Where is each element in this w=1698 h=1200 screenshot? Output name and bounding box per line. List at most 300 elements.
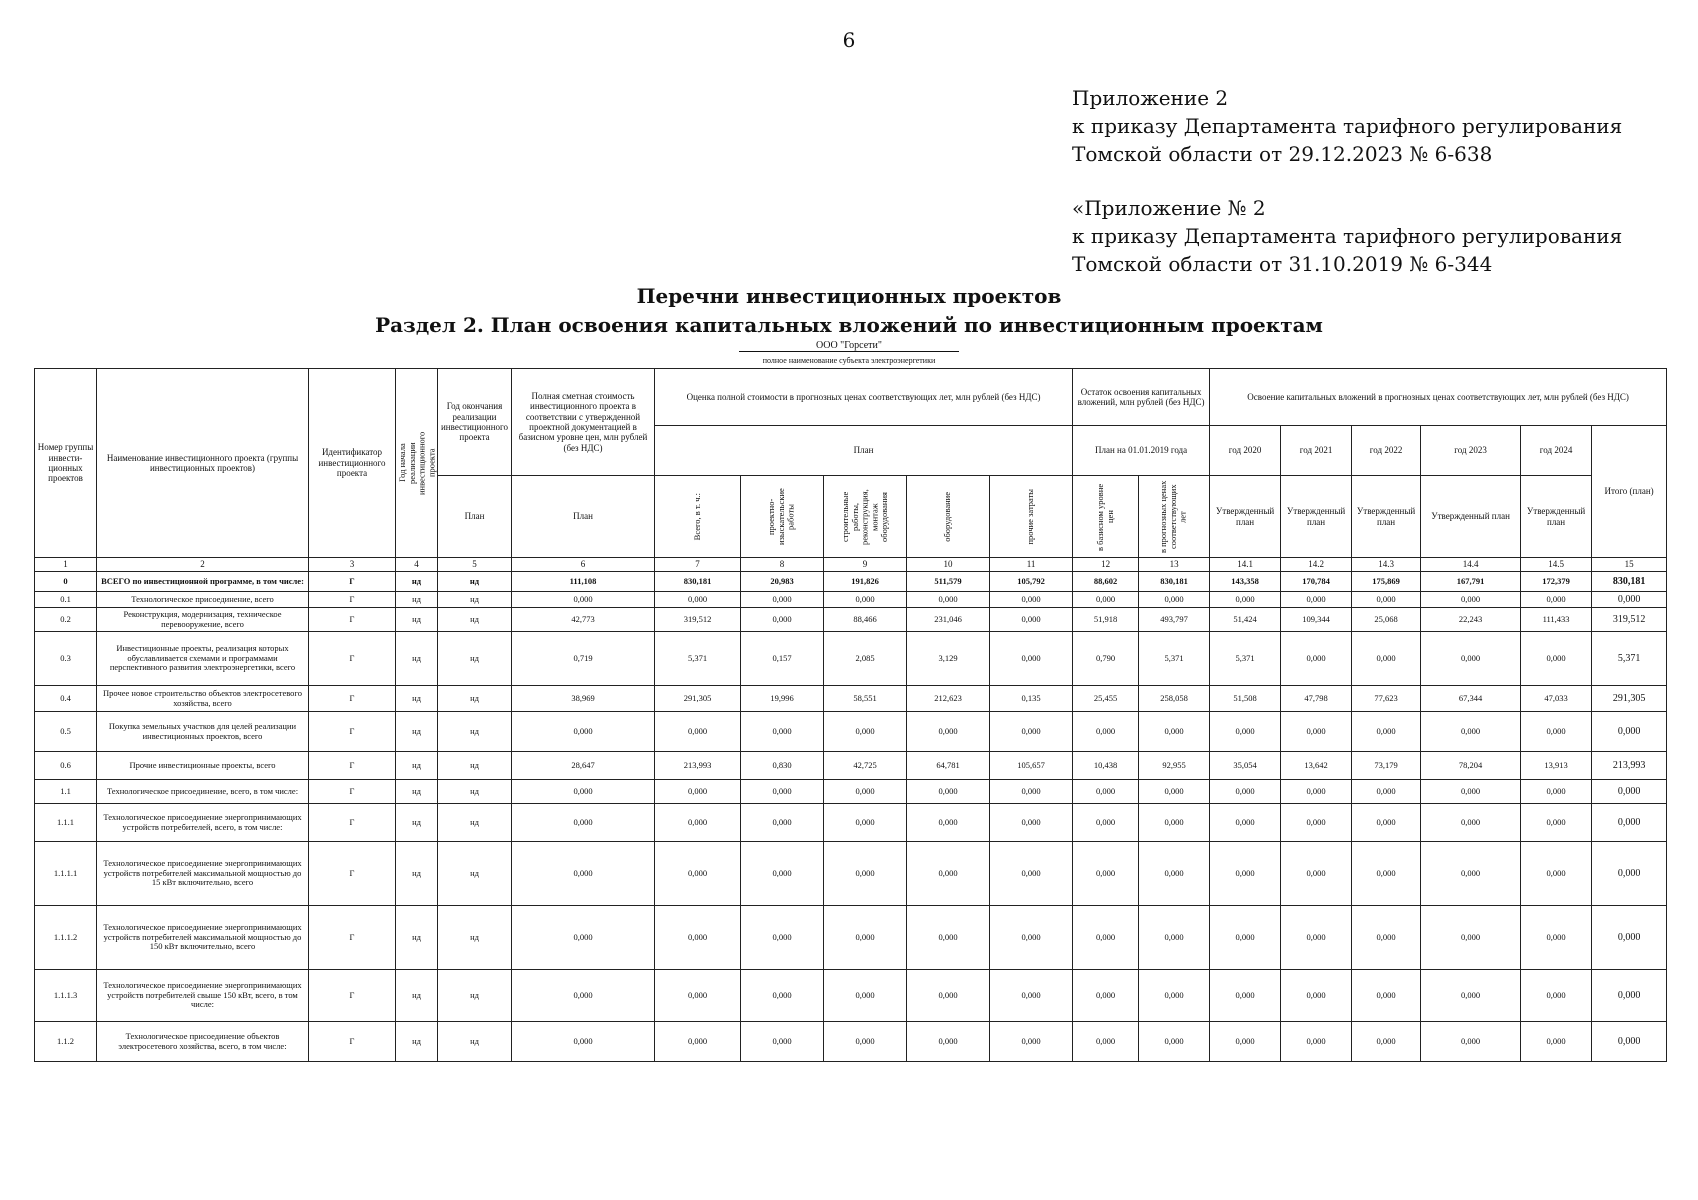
header-identifier: Идентификатор инвестиционного проекта — [309, 369, 396, 558]
row-construction: 88,466 — [824, 608, 907, 632]
row-name: Технологическое присоединение энергопринимающих устройств потребителей свыше 150 кВт, всего, в том числе: — [97, 970, 309, 1022]
header-project-name: Наименование инвестиционного проекта (группы инвестиционных проектов) — [97, 369, 309, 558]
row-survey: 20,983 — [741, 572, 824, 592]
header-year-2021: год 2021 — [1281, 426, 1352, 476]
annex-line: к приказу Департамента тарифного регулирования — [1072, 224, 1623, 248]
row-other-costs: 0,000 — [990, 906, 1073, 970]
row-year-2021: 0,000 — [1281, 1022, 1352, 1062]
header-year-2024: год 2024 — [1521, 426, 1592, 476]
row-remaining-base: 0,790 — [1073, 632, 1139, 686]
table-row — [35, 970, 1667, 1022]
row-survey: 0,830 — [741, 752, 824, 780]
section-title: Раздел 2. План освоения капитальных вложений по инвестиционным проектам — [375, 313, 1323, 337]
row-survey: 0,000 — [741, 712, 824, 752]
header-end-year-plan: План — [438, 476, 512, 558]
row-total: 0,000 — [1592, 842, 1667, 906]
row-equipment: 0,000 — [907, 1022, 990, 1062]
row-remaining-forecast: 0,000 — [1139, 780, 1210, 804]
row-survey: 0,000 — [741, 592, 824, 608]
row-year-2023: 167,791 — [1421, 572, 1521, 592]
row-remaining-forecast: 0,000 — [1139, 906, 1210, 970]
row-year-2022: 0,000 — [1352, 712, 1421, 752]
row-year-2024: 47,033 — [1521, 686, 1592, 712]
row-name: Инвестиционные проекты, реализация которых обуславливается схемами и программами перспективного развития электроэнергетики, всего — [97, 632, 309, 686]
header-plan-date: План на 01.01.2019 года — [1073, 426, 1210, 476]
row-number: 1.1.1.3 — [35, 970, 97, 1022]
row-end-year: нд — [438, 592, 512, 608]
row-end-year: нд — [438, 804, 512, 842]
table-row — [35, 906, 1667, 970]
column-number: 1 — [35, 558, 97, 572]
header-approved-2022: Утвержденный план — [1352, 476, 1421, 558]
row-year-2023: 0,000 — [1421, 970, 1521, 1022]
row-end-year: нд — [438, 1022, 512, 1062]
row-year-2022: 0,000 — [1352, 804, 1421, 842]
row-year-2023: 0,000 — [1421, 592, 1521, 608]
header-year-2020: год 2020 — [1210, 426, 1281, 476]
row-year-2020: 0,000 — [1210, 970, 1281, 1022]
row-year-2022: 0,000 — [1352, 1022, 1421, 1062]
row-identifier: Г — [309, 970, 396, 1022]
row-other-costs: 0,000 — [990, 970, 1073, 1022]
row-name: Покупка земельных участков для целей реализации инвестиционных проектов, всего — [97, 712, 309, 752]
header-total-plan: Итого (план) — [1592, 426, 1667, 558]
row-other-costs: 0,000 — [990, 842, 1073, 906]
table-row — [35, 780, 1667, 804]
header-approved-2021: Утвержденный план — [1281, 476, 1352, 558]
row-end-year: нд — [438, 752, 512, 780]
annex-block-original — [1072, 194, 1622, 278]
annex-line: Томской области от 31.10.2019 № 6-344 — [1072, 252, 1493, 276]
row-number: 1.1.1.2 — [35, 906, 97, 970]
header-total-incl — [655, 476, 741, 558]
row-other-costs: 0,135 — [990, 686, 1073, 712]
row-number: 1.1 — [35, 780, 97, 804]
header-end-year: Год окончания реализации инвестиционного проекта — [438, 369, 512, 476]
row-total: 213,993 — [1592, 752, 1667, 780]
header-cost-plan: План — [512, 476, 655, 558]
column-number: 14.4 — [1421, 558, 1521, 572]
column-number: 14.1 — [1210, 558, 1281, 572]
row-full-cost: 38,969 — [512, 686, 655, 712]
row-remaining-base: 0,000 — [1073, 906, 1139, 970]
row-other-costs: 105,657 — [990, 752, 1073, 780]
row-survey: 0,000 — [741, 1022, 824, 1062]
row-estimate-total: 0,000 — [655, 804, 741, 842]
row-survey: 0,000 — [741, 608, 824, 632]
row-construction: 0,000 — [824, 842, 907, 906]
row-equipment: 64,781 — [907, 752, 990, 780]
row-year-2023: 0,000 — [1421, 780, 1521, 804]
row-remaining-base: 0,000 — [1073, 712, 1139, 752]
row-other-costs: 0,000 — [990, 608, 1073, 632]
table-row — [35, 608, 1667, 632]
row-estimate-total: 291,305 — [655, 686, 741, 712]
header-equipment-text: оборудование — [942, 491, 953, 542]
row-identifier: Г — [309, 780, 396, 804]
row-end-year: нд — [438, 572, 512, 592]
row-start-year: нд — [396, 804, 438, 842]
row-remaining-forecast: 258,058 — [1139, 686, 1210, 712]
row-number: 1.1.1.1 — [35, 842, 97, 906]
column-number: 14.3 — [1352, 558, 1421, 572]
row-total: 0,000 — [1592, 804, 1667, 842]
row-start-year: нд — [396, 842, 438, 906]
row-end-year: нд — [438, 842, 512, 906]
row-equipment: 0,000 — [907, 780, 990, 804]
row-total: 5,371 — [1592, 632, 1667, 686]
page-number: 6 — [842, 28, 856, 52]
header-start-year-text: Год начала реализации инвестиционного проекта — [397, 431, 437, 495]
row-estimate-total: 0,000 — [655, 712, 741, 752]
row-year-2022: 0,000 — [1352, 780, 1421, 804]
row-identifier: Г — [309, 686, 396, 712]
row-remaining-base: 0,000 — [1073, 804, 1139, 842]
row-construction: 191,826 — [824, 572, 907, 592]
row-equipment: 0,000 — [907, 804, 990, 842]
header-full-cost: Полная сметная стоимость инвестиционного проекта в соответствии с утвержденной проектной документацией в базисном уровне цен, млн рублей (без НДС) — [512, 369, 655, 476]
table-row — [35, 632, 1667, 686]
row-start-year: нд — [396, 608, 438, 632]
row-start-year: нд — [396, 906, 438, 970]
column-number: 6 — [512, 558, 655, 572]
header-remaining: Остаток освоения капитальных вложений, млн рублей (без НДС) — [1073, 369, 1210, 426]
column-number: 14.5 — [1521, 558, 1592, 572]
row-year-2021: 0,000 — [1281, 780, 1352, 804]
annex-block-current — [1072, 84, 1622, 168]
row-equipment: 3,129 — [907, 632, 990, 686]
row-equipment: 231,046 — [907, 608, 990, 632]
table-row — [35, 686, 1667, 712]
row-identifier: Г — [309, 804, 396, 842]
column-number: 9 — [824, 558, 907, 572]
row-year-2022: 0,000 — [1352, 842, 1421, 906]
row-survey: 0,000 — [741, 780, 824, 804]
row-full-cost: 0,000 — [512, 906, 655, 970]
row-year-2023: 0,000 — [1421, 632, 1521, 686]
table-body — [35, 572, 1667, 1062]
row-remaining-base: 0,000 — [1073, 592, 1139, 608]
column-number: 3 — [309, 558, 396, 572]
row-start-year: нд — [396, 1022, 438, 1062]
row-remaining-base: 51,918 — [1073, 608, 1139, 632]
row-number: 0.4 — [35, 686, 97, 712]
column-number: 7 — [655, 558, 741, 572]
row-name: Технологическое присоединение энергопринимающих устройств потребителей, всего, в том числе: — [97, 804, 309, 842]
row-full-cost: 0,000 — [512, 970, 655, 1022]
row-remaining-forecast: 493,797 — [1139, 608, 1210, 632]
row-number: 0.5 — [35, 712, 97, 752]
row-full-cost: 0,000 — [512, 712, 655, 752]
row-end-year: нд — [438, 632, 512, 686]
row-year-2021: 13,642 — [1281, 752, 1352, 780]
row-survey: 0,157 — [741, 632, 824, 686]
table-row — [35, 572, 1667, 592]
row-estimate-total: 0,000 — [655, 842, 741, 906]
row-year-2024: 0,000 — [1521, 842, 1592, 906]
row-end-year: нд — [438, 686, 512, 712]
row-name: Прочее новое строительство объектов электросетевого хозяйства, всего — [97, 686, 309, 712]
row-name: Технологическое присоединение, всего — [97, 592, 309, 608]
row-year-2024: 172,379 — [1521, 572, 1592, 592]
row-end-year: нд — [438, 906, 512, 970]
row-year-2023: 0,000 — [1421, 906, 1521, 970]
header-forecast-prices — [1139, 476, 1210, 558]
column-number: 15 — [1592, 558, 1667, 572]
row-full-cost: 0,000 — [512, 804, 655, 842]
row-year-2024: 0,000 — [1521, 712, 1592, 752]
row-year-2023: 0,000 — [1421, 712, 1521, 752]
row-other-costs: 105,792 — [990, 572, 1073, 592]
row-year-2024: 0,000 — [1521, 1022, 1592, 1062]
table-row — [35, 712, 1667, 752]
row-year-2021: 0,000 — [1281, 632, 1352, 686]
row-year-2023: 78,204 — [1421, 752, 1521, 780]
row-start-year: нд — [396, 572, 438, 592]
table-row — [35, 1022, 1667, 1062]
row-year-2024: 13,913 — [1521, 752, 1592, 780]
row-estimate-total: 0,000 — [655, 970, 741, 1022]
row-total: 0,000 — [1592, 712, 1667, 752]
row-total: 0,000 — [1592, 970, 1667, 1022]
header-approved-2024: Утвержденный план — [1521, 476, 1592, 558]
row-remaining-base: 0,000 — [1073, 970, 1139, 1022]
row-number: 1.1.2 — [35, 1022, 97, 1062]
row-remaining-forecast: 0,000 — [1139, 970, 1210, 1022]
row-year-2021: 47,798 — [1281, 686, 1352, 712]
row-estimate-total: 0,000 — [655, 1022, 741, 1062]
row-remaining-forecast: 92,955 — [1139, 752, 1210, 780]
header-equipment — [907, 476, 990, 558]
row-year-2021: 0,000 — [1281, 906, 1352, 970]
row-end-year: нд — [438, 780, 512, 804]
row-remaining-forecast: 0,000 — [1139, 1022, 1210, 1062]
row-construction: 0,000 — [824, 970, 907, 1022]
header-group-number: Номер группы инвести-ционных проектов — [35, 369, 97, 558]
organization — [0, 340, 1698, 352]
header-year-2023: год 2023 — [1421, 426, 1521, 476]
row-remaining-forecast: 0,000 — [1139, 804, 1210, 842]
row-construction: 0,000 — [824, 906, 907, 970]
column-number-row — [35, 558, 1667, 572]
header-other-costs — [990, 476, 1073, 558]
header-survey — [741, 476, 824, 558]
row-name: Прочие инвестиционные проекты, всего — [97, 752, 309, 780]
row-year-2023: 67,344 — [1421, 686, 1521, 712]
row-equipment: 0,000 — [907, 906, 990, 970]
row-other-costs: 0,000 — [990, 804, 1073, 842]
row-year-2021: 0,000 — [1281, 970, 1352, 1022]
row-number: 0 — [35, 572, 97, 592]
row-full-cost: 42,773 — [512, 608, 655, 632]
row-year-2022: 175,869 — [1352, 572, 1421, 592]
row-construction: 0,000 — [824, 780, 907, 804]
row-year-2021: 109,344 — [1281, 608, 1352, 632]
row-year-2020: 0,000 — [1210, 712, 1281, 752]
row-remaining-base: 0,000 — [1073, 842, 1139, 906]
row-identifier: Г — [309, 592, 396, 608]
row-year-2024: 0,000 — [1521, 804, 1592, 842]
row-survey: 19,996 — [741, 686, 824, 712]
row-number: 0.3 — [35, 632, 97, 686]
row-construction: 0,000 — [824, 804, 907, 842]
row-year-2020: 0,000 — [1210, 1022, 1281, 1062]
annex-line: Приложение 2 — [1072, 86, 1229, 110]
row-survey: 0,000 — [741, 970, 824, 1022]
row-survey: 0,000 — [741, 842, 824, 906]
column-number: 10 — [907, 558, 990, 572]
row-total: 291,305 — [1592, 686, 1667, 712]
row-remaining-base: 88,602 — [1073, 572, 1139, 592]
table-row — [35, 752, 1667, 780]
row-other-costs: 0,000 — [990, 632, 1073, 686]
row-remaining-base: 25,455 — [1073, 686, 1139, 712]
row-survey: 0,000 — [741, 804, 824, 842]
row-year-2022: 25,068 — [1352, 608, 1421, 632]
row-number: 1.1.1 — [35, 804, 97, 842]
row-start-year: нд — [396, 780, 438, 804]
column-number: 5 — [438, 558, 512, 572]
row-year-2022: 0,000 — [1352, 592, 1421, 608]
row-year-2020: 0,000 — [1210, 906, 1281, 970]
header-survey-text: проектно-изыскательские работы — [766, 488, 796, 545]
row-year-2021: 0,000 — [1281, 712, 1352, 752]
column-number: 8 — [741, 558, 824, 572]
table-row — [35, 842, 1667, 906]
row-remaining-base: 0,000 — [1073, 780, 1139, 804]
document-title: Перечни инвестиционных проектов — [636, 284, 1062, 308]
row-total: 830,181 — [1592, 572, 1667, 592]
row-year-2024: 0,000 — [1521, 970, 1592, 1022]
row-full-cost: 0,000 — [512, 842, 655, 906]
row-year-2023: 0,000 — [1421, 804, 1521, 842]
investment-plan-table — [34, 368, 1667, 1062]
row-construction: 58,551 — [824, 686, 907, 712]
row-year-2020: 51,424 — [1210, 608, 1281, 632]
organization-name: ООО "Горсети" — [739, 340, 959, 352]
row-estimate-total: 213,993 — [655, 752, 741, 780]
row-year-2020: 51,508 — [1210, 686, 1281, 712]
row-equipment: 0,000 — [907, 842, 990, 906]
row-year-2022: 0,000 — [1352, 970, 1421, 1022]
row-construction: 2,085 — [824, 632, 907, 686]
row-estimate-total: 0,000 — [655, 592, 741, 608]
row-total: 0,000 — [1592, 780, 1667, 804]
row-year-2021: 0,000 — [1281, 842, 1352, 906]
row-remaining-forecast: 5,371 — [1139, 632, 1210, 686]
row-equipment: 0,000 — [907, 970, 990, 1022]
row-name: Технологическое присоединение энергопринимающих устройств потребителей максимальной мощностью до 150 кВт включительно, всего — [97, 906, 309, 970]
row-year-2021: 0,000 — [1281, 592, 1352, 608]
row-equipment: 212,623 — [907, 686, 990, 712]
row-estimate-total: 0,000 — [655, 906, 741, 970]
organization-caption: полное наименование субъекта электроэнергетики — [762, 356, 936, 365]
row-estimate-total: 319,512 — [655, 608, 741, 632]
row-other-costs: 0,000 — [990, 592, 1073, 608]
row-start-year: нд — [396, 712, 438, 752]
header-forecast-prices-text: в прогнозных ценах соответствующих лет — [1158, 480, 1188, 553]
row-remaining-forecast: 0,000 — [1139, 842, 1210, 906]
header-other-costs-text: прочие затраты — [1025, 488, 1036, 545]
row-year-2023: 22,243 — [1421, 608, 1521, 632]
header-base-prices — [1073, 476, 1139, 558]
row-number: 0.1 — [35, 592, 97, 608]
row-year-2020: 143,358 — [1210, 572, 1281, 592]
row-year-2021: 170,784 — [1281, 572, 1352, 592]
row-full-cost: 0,000 — [512, 592, 655, 608]
row-start-year: нд — [396, 752, 438, 780]
row-number: 0.2 — [35, 608, 97, 632]
row-construction: 0,000 — [824, 592, 907, 608]
row-remaining-forecast: 830,181 — [1139, 572, 1210, 592]
row-start-year: нд — [396, 632, 438, 686]
header-construction-text: строительные работы, реконструкция, монтаж оборудования — [839, 488, 889, 545]
header-estimate-plan: План — [655, 426, 1073, 476]
row-name: Реконструкция, модернизация, техническое перевооружение, всего — [97, 608, 309, 632]
column-number: 14.2 — [1281, 558, 1352, 572]
header-year-2022: год 2022 — [1352, 426, 1421, 476]
table-row — [35, 592, 1667, 608]
row-survey: 0,000 — [741, 906, 824, 970]
row-year-2024: 111,433 — [1521, 608, 1592, 632]
row-construction: 0,000 — [824, 712, 907, 752]
row-remaining-base: 10,438 — [1073, 752, 1139, 780]
row-year-2024: 0,000 — [1521, 780, 1592, 804]
row-construction: 0,000 — [824, 1022, 907, 1062]
row-equipment: 0,000 — [907, 712, 990, 752]
row-year-2021: 0,000 — [1281, 804, 1352, 842]
row-full-cost: 0,000 — [512, 780, 655, 804]
row-start-year: нд — [396, 592, 438, 608]
row-total: 319,512 — [1592, 608, 1667, 632]
annex-line: Томской области от 29.12.2023 № 6-638 — [1072, 142, 1493, 166]
row-identifier: Г — [309, 608, 396, 632]
row-end-year: нд — [438, 712, 512, 752]
column-number: 13 — [1139, 558, 1210, 572]
row-year-2020: 0,000 — [1210, 780, 1281, 804]
column-number: 11 — [990, 558, 1073, 572]
row-full-cost: 111,108 — [512, 572, 655, 592]
row-total: 0,000 — [1592, 592, 1667, 608]
header-development: Освоение капитальных вложений в прогнозных ценах соответствующих лет, млн рублей (без НДС) — [1210, 369, 1667, 426]
row-other-costs: 0,000 — [990, 780, 1073, 804]
header-construction — [824, 476, 907, 558]
row-full-cost: 0,000 — [512, 1022, 655, 1062]
row-identifier: Г — [309, 712, 396, 752]
row-year-2020: 5,371 — [1210, 632, 1281, 686]
row-remaining-base: 0,000 — [1073, 1022, 1139, 1062]
header-base-prices-text: в базисном уровне цен — [1094, 482, 1115, 551]
header-approved-2020: Утвержденный план — [1210, 476, 1281, 558]
row-name: Технологическое присоединение энергопринимающих устройств потребителей максимальной мощностью до 15 кВт включительно, всего — [97, 842, 309, 906]
row-identifier: Г — [309, 906, 396, 970]
row-end-year: нд — [438, 608, 512, 632]
header-estimate: Оценка полной стоимости в прогнозных ценах соответствующих лет, млн рублей (без НДС) — [655, 369, 1073, 426]
row-full-cost: 0,719 — [512, 632, 655, 686]
row-name: ВСЕГО по инвестиционной программе, в том числе: — [97, 572, 309, 592]
row-equipment: 511,579 — [907, 572, 990, 592]
row-identifier: Г — [309, 1022, 396, 1062]
annex-line: к приказу Департамента тарифного регулирования — [1072, 114, 1623, 138]
column-number: 4 — [396, 558, 438, 572]
row-number: 0.6 — [35, 752, 97, 780]
row-year-2024: 0,000 — [1521, 632, 1592, 686]
column-number: 12 — [1073, 558, 1139, 572]
row-year-2020: 35,054 — [1210, 752, 1281, 780]
header-approved-2023: Утвержденный план — [1421, 476, 1521, 558]
row-identifier: Г — [309, 572, 396, 592]
row-year-2024: 0,000 — [1521, 906, 1592, 970]
